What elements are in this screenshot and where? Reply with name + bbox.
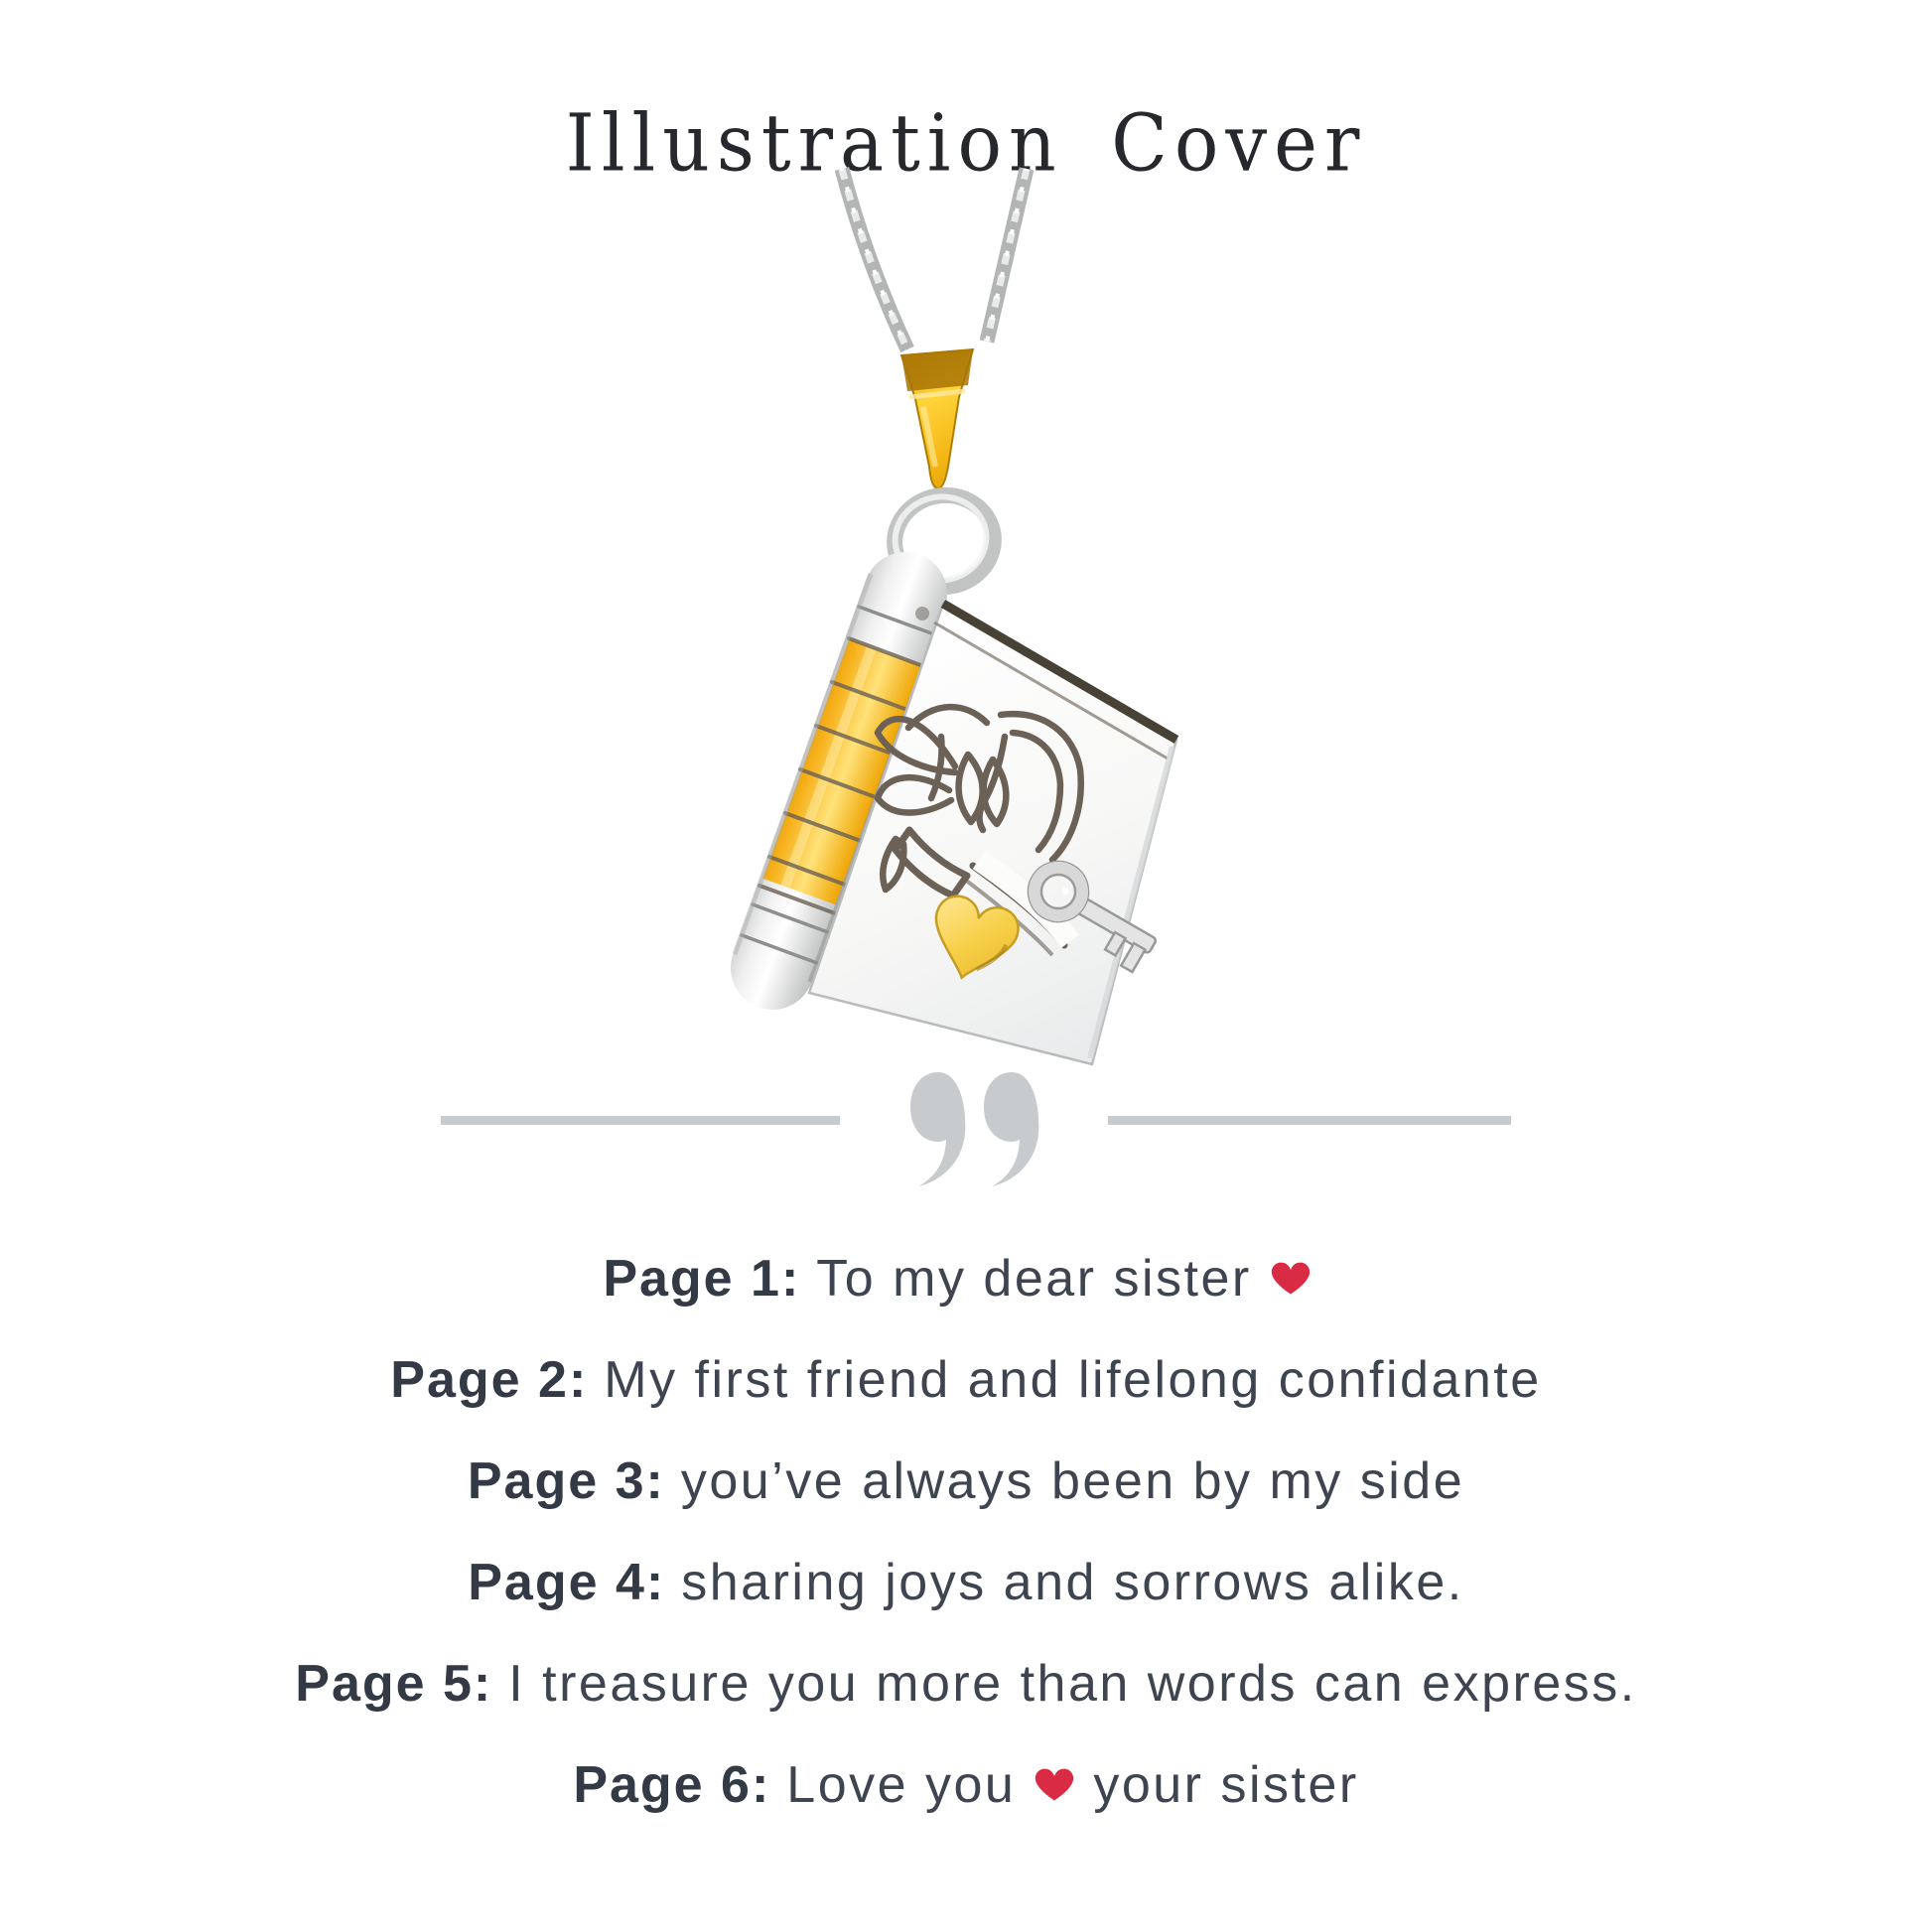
page-text: sharing joys and sorrows alike. bbox=[681, 1554, 1464, 1611]
gold-bail bbox=[901, 349, 973, 488]
list-item-page-1 bbox=[0, 1228, 1932, 1329]
page-message-list bbox=[0, 1228, 1932, 1836]
page-title: Illustration Cover bbox=[565, 96, 1367, 190]
page-label: Page 5: bbox=[295, 1655, 493, 1713]
page-label: Page 6: bbox=[573, 1756, 771, 1814]
page-text: My first friend and lifelong confidante bbox=[604, 1351, 1542, 1409]
list-item-page-6 bbox=[0, 1734, 1932, 1836]
page-text: Love you bbox=[786, 1756, 1017, 1814]
page-label: Page 2: bbox=[390, 1351, 589, 1409]
list-item-page-4 bbox=[0, 1532, 1932, 1633]
silver-chain bbox=[842, 169, 1027, 349]
page-text: To my dear sister bbox=[816, 1250, 1252, 1308]
page-text: I treasure you more than words can express. bbox=[508, 1655, 1637, 1713]
closing-quote-icon bbox=[901, 1072, 1050, 1191]
page-text-after: your sister bbox=[1093, 1756, 1359, 1814]
heart-icon bbox=[1028, 1759, 1081, 1809]
page-text: you’ve always been by my side bbox=[680, 1452, 1465, 1510]
book-pendant bbox=[735, 574, 1176, 1064]
page-label: Page 4: bbox=[468, 1554, 666, 1611]
page-label: Page 3: bbox=[467, 1452, 665, 1510]
list-item-page-3 bbox=[0, 1431, 1932, 1532]
divider-line-left bbox=[441, 1116, 840, 1125]
divider-line-right bbox=[1108, 1116, 1511, 1125]
page-label: Page 1: bbox=[603, 1250, 801, 1308]
list-item-page-5 bbox=[0, 1633, 1932, 1734]
heart-icon bbox=[1264, 1253, 1317, 1303]
list-item-page-2 bbox=[0, 1329, 1932, 1431]
